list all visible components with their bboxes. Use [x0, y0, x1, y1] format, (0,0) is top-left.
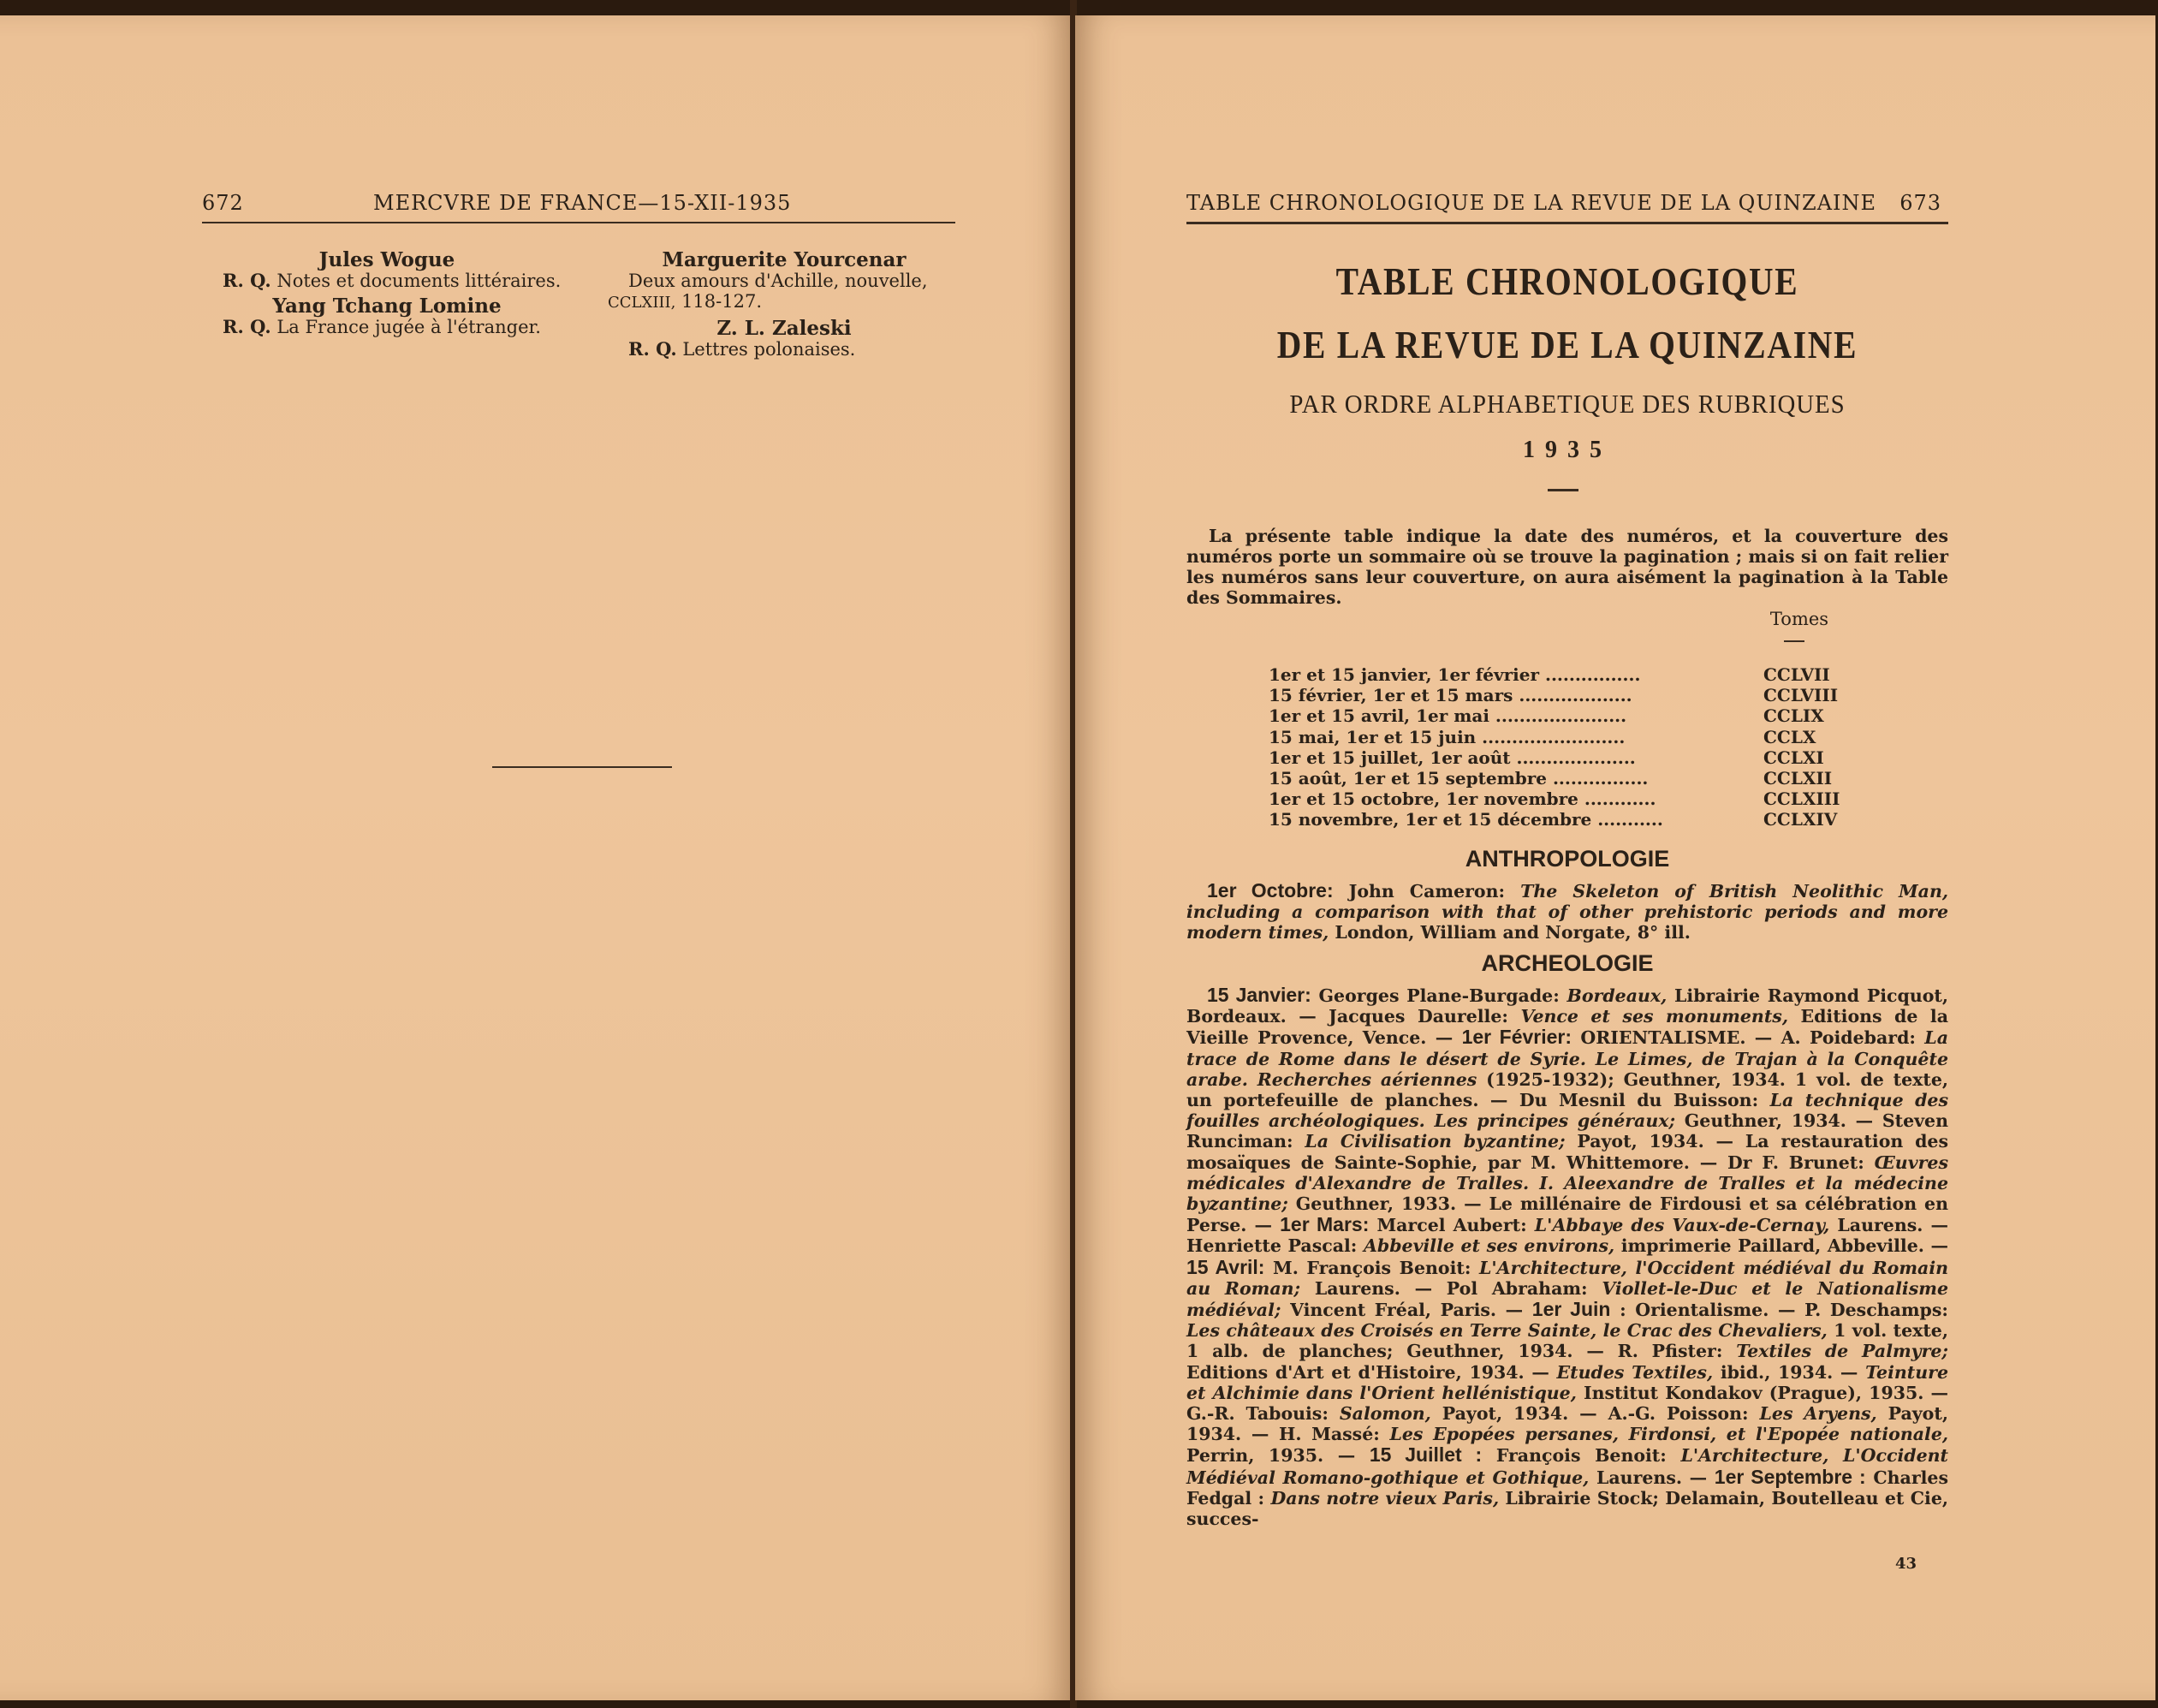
text-run: Librairie Raymond Picquot, Bordeaux. — Jacques Daurelle:	[1186, 985, 1949, 1027]
tome-number: CCLXII	[1763, 767, 1833, 789]
issue-dates: 1er et 15 juillet, 1er août ....................	[1269, 747, 1636, 768]
work-title: L'Architecture, L'Occident Médiéval Romano-gothique et Gothique,	[1186, 1445, 1948, 1488]
work-title: Œuvres médicales d'Alexandre de Tralles. I. Aleexandre de Tralles et la médecine byzantine;	[1186, 1152, 1948, 1215]
work-title: La Civilisation byzantine;	[1305, 1131, 1566, 1152]
tome-number: CCLXIV	[1763, 809, 1838, 830]
issue-dates: 1er et 15 avril, 1er mai ......................	[1269, 705, 1627, 727]
main-title-line2: DE LA REVUE DE LA QUINZAINE	[1276, 323, 1858, 366]
page-number-left: 672	[202, 191, 244, 215]
rubric-title: Notes et documents littéraires.	[276, 271, 562, 291]
tome-number: CCLIX	[1763, 705, 1824, 727]
issue-dates: 15 mai, 1er et 15 juin ........................	[1269, 726, 1626, 747]
contributor-entry	[202, 250, 572, 291]
tomes-header: Tomes	[1769, 609, 1829, 629]
work-title: L'Architecture, l'Occident médiéval du Romain au Roman;	[1186, 1257, 1949, 1299]
work-title: Bordeaux,	[1566, 985, 1668, 1006]
running-title-right: TABLE CHRONOLOGIQUE DE LA REVUE DE LA QUINZAINE	[1186, 191, 1877, 215]
rubric-abbr: R. Q.	[223, 270, 271, 291]
text-run: Librairie Stock; Delamain, Boutelleau et Cie, succes-	[1186, 1487, 1948, 1530]
text-run: 1 vol. texte, 1 alb. de planches; Geuthner, 1934. — R. Pfister:	[1186, 1320, 1948, 1362]
table-row	[1269, 789, 1885, 809]
text-run: Vincent Fréal, Paris. —	[1290, 1300, 1524, 1321]
text-run: Editions de la Vieille Provence, Vence. —	[1186, 1006, 1948, 1049]
tome-ref: CCLXIII,	[608, 294, 676, 312]
anthropologie-paragraph	[1186, 880, 1948, 943]
work-title: Textiles de Palmyre;	[1736, 1341, 1948, 1362]
text-run: ORIENTALISME. — A. Poidebard:	[1580, 1027, 1916, 1049]
section-heading-archeologie: ARCHEOLOGIE	[1481, 950, 1654, 976]
text-run: François Benoit:	[1495, 1445, 1667, 1467]
text-run: Institut Kondakov (Prague), 1935. — G.-R. Tabouis:	[1186, 1382, 1948, 1425]
page-number-right: 673	[1899, 191, 1941, 215]
rubric-abbr: R. Q.	[223, 316, 271, 337]
issue-date: 1er Juin	[1531, 1298, 1611, 1321]
work-title: Les châteaux des Croisés en Terre Sainte, le Crac des Chevaliers,	[1186, 1320, 1828, 1342]
article-title: Deux amours d'Achille, nouvelle,	[628, 271, 928, 291]
author: John Cameron:	[1348, 881, 1506, 902]
work-title: Dans notre vieux Paris,	[1270, 1487, 1500, 1509]
title-dash	[1548, 489, 1578, 491]
archeologie-paragraph	[1186, 985, 1948, 1529]
text-run: Perrin, 1935. —	[1186, 1445, 1356, 1467]
issue-dates: 15 août, 1er et 15 septembre ................	[1269, 767, 1649, 789]
text-run: Geuthner, 1933. — Le millénaire de Firdousi et sa célébration en Perse. —	[1186, 1193, 1949, 1236]
table-row	[1269, 747, 1885, 768]
tome-number: CCLVII	[1763, 664, 1830, 685]
rubric-title: La France jugée à l'étranger.	[276, 317, 541, 337]
issue-date: 15 Juillet :	[1369, 1443, 1483, 1467]
issue-dates: 1er et 15 octobre, 1er novembre ............	[1269, 789, 1656, 810]
issue-dates: 1er et 15 janvier, 1er février ................	[1269, 664, 1641, 685]
work-title: Les Aryens,	[1759, 1403, 1877, 1425]
tomes-dash	[1784, 640, 1804, 642]
rubric-title: Lettres polonaises.	[682, 339, 856, 360]
issue-dates: 15 novembre, 1er et 15 décembre ...........	[1269, 809, 1663, 830]
table-row	[1269, 727, 1885, 747]
text-run: Geuthner, 1934. — Steven Runciman:	[1186, 1110, 1948, 1152]
tome-number: CCLXI	[1763, 747, 1824, 768]
main-title-line1: TABLE CHRONOLOGIQUE	[1335, 259, 1799, 303]
year: 1935	[1523, 437, 1612, 463]
tomes-table	[1269, 664, 1885, 830]
issue-date: 15 Janvier:	[1207, 984, 1311, 1006]
tome-number: CCLXIII	[1763, 789, 1840, 810]
issue-date: 15 Avril:	[1186, 1255, 1265, 1278]
text-run: Marcel Aubert:	[1376, 1215, 1527, 1236]
contributor-entry	[202, 296, 572, 337]
text-run: : Orientalisme. — P. Deschamps:	[1620, 1300, 1948, 1321]
work-title: Abbeville et ses environs,	[1363, 1235, 1615, 1257]
text-run: Charles Fedgal :	[1186, 1467, 1949, 1509]
issue-date: 1er Octobre:	[1207, 879, 1334, 902]
issue-date: 1er Mars:	[1280, 1213, 1370, 1236]
issue-dates: 15 février, 1er et 15 mars ...................	[1269, 685, 1632, 706]
contributor-entry	[608, 318, 960, 360]
text-run: Editions d'Art et d'Histoire, 1934. —	[1186, 1361, 1549, 1383]
text-run: Georges Plane-Burgade:	[1318, 985, 1560, 1006]
contributor-name: Z. L. Zaleski	[716, 317, 852, 340]
publisher: London, William and Norgate, 8° ill.	[1335, 922, 1691, 943]
running-head-left	[202, 191, 955, 223]
intro-paragraph: La présente table indique la date des numéros, et la couverture des numéros porte un sommaire où se trouve la pagination ; mais si on fait relier les numéros sans leur couverture, on aura aisément la pagination à la Table des Sommaires.	[1186, 526, 1948, 608]
work-title: Vence et ses monuments,	[1520, 1006, 1788, 1027]
table-row	[1269, 768, 1885, 789]
subtitle: PAR ORDRE ALPHABETIQUE DES RUBRIQUES	[1289, 389, 1846, 419]
contributor-name: Marguerite Yourcenar	[662, 248, 907, 271]
end-rule	[492, 766, 672, 768]
issue-date: 1er Février:	[1461, 1026, 1572, 1049]
text-run: Payot, 1934. — La restauration des mosaïques de Sainte-Sophie, par M. Whittemore. — Dr F. Brunet:	[1186, 1131, 1948, 1173]
text-run: Laurens. —	[1596, 1467, 1708, 1488]
table-row	[1269, 685, 1885, 705]
work-title: Salomon,	[1339, 1403, 1431, 1425]
table-row	[1269, 705, 1885, 726]
contributor-name: Jules Wogue	[318, 248, 455, 271]
work-title: The Skeleton of British Neolithic Man, including a comparison with that of other prehistoric periods and more modern times,	[1186, 881, 1948, 943]
text-run: (1925-1932); Geuthner, 1934. 1 vol. de texte, un portefeuille de planches. — Du Mesnil du Buisson:	[1186, 1068, 1948, 1111]
work-title: Etudes Textiles,	[1556, 1361, 1714, 1383]
work-title: Viollet-le-Duc et le Nationalisme médiéval;	[1186, 1277, 1948, 1321]
text-run: Payot, 1934. — H. Massé:	[1186, 1403, 1948, 1445]
table-row	[1269, 664, 1885, 685]
issue-date: 1er Septembre :	[1714, 1465, 1866, 1488]
text-run: Payot, 1934. — A.-G. Poisson:	[1442, 1403, 1749, 1425]
page-range: 118-127.	[681, 291, 762, 312]
contributor-entry	[608, 250, 960, 313]
work-title: Teinture et Alchimie dans l'Orient hellénistique,	[1186, 1361, 1948, 1403]
signature-folio: 43	[1895, 1555, 1917, 1573]
text-run: Laurens. — Henriette Pascal:	[1186, 1215, 1948, 1257]
left-page	[0, 15, 1072, 1700]
contributor-name: Yang Tchang Lomine	[272, 295, 502, 318]
text-run: imprimerie Paillard, Abbeville. —	[1620, 1235, 1949, 1257]
contributor-column-right	[608, 248, 960, 360]
work-title: L'Abbaye des Vaux-de-Cernay,	[1534, 1215, 1830, 1236]
text-run: Laurens. — Pol Abraham:	[1314, 1277, 1588, 1299]
running-title-left: MERCVRE DE FRANCE—15-XII-1935	[373, 191, 792, 215]
section-heading-anthropologie: ANTHROPOLOGIE	[1465, 846, 1670, 872]
text-run: ibid., 1934. —	[1720, 1361, 1858, 1383]
work-title: Les Epopées persanes, Firdonsi, et l'Epopée nationale,	[1389, 1424, 1948, 1445]
contributor-column-left	[202, 248, 572, 337]
work-title: La technique des fouilles archéologiques. Les principes généraux;	[1186, 1090, 1948, 1132]
rubric-abbr: R. Q.	[628, 338, 677, 360]
work-title: La trace de Rome dans le désert de Syrie. Le Limes, de Trajan à la Conquête arabe. Recherches aériennes	[1186, 1027, 1948, 1090]
tome-number: CCLX	[1763, 726, 1816, 747]
tome-number: CCLVIII	[1763, 685, 1839, 706]
running-head-right	[1186, 191, 1948, 224]
right-page	[1075, 15, 2155, 1700]
text-run: M. François Benoit:	[1273, 1257, 1471, 1278]
table-row	[1269, 809, 1885, 830]
